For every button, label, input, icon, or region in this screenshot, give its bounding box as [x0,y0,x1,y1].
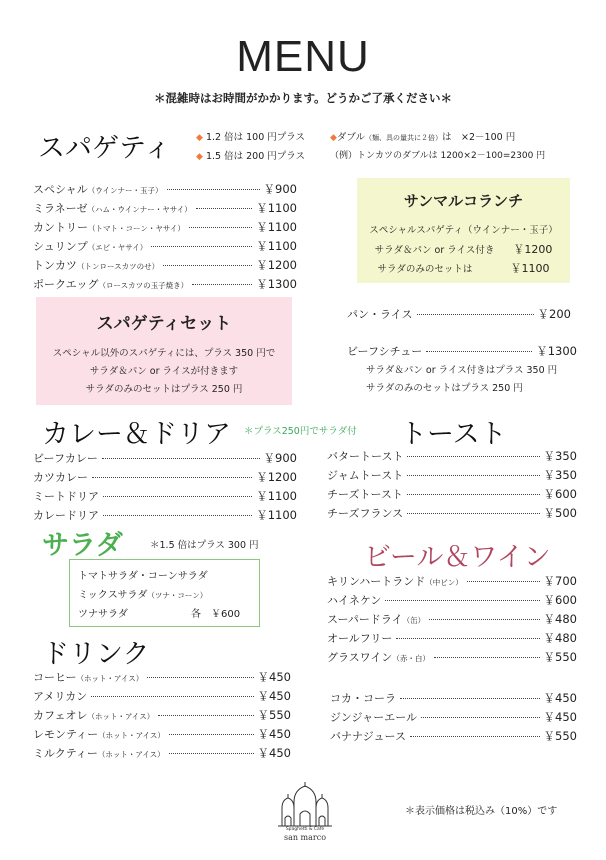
list-item: ジンジャーエール ￥450 [330,710,577,724]
list-item: キリンハートランド （中ビン） ￥700 [327,574,577,588]
lunch-heading: サンマルコランチ [403,192,524,210]
list-item: ミートドリア ￥1100 [33,489,297,503]
toast-heading: トースト [400,419,507,450]
sides-list [347,306,571,322]
spaghetti-heading: スパゲティ [38,133,171,164]
salad-line-3: ツナサラダ 各 ￥600 [78,609,241,620]
logo-name: san marco [283,833,327,842]
toast-list [327,448,577,524]
lunch-box [357,178,570,283]
salad-note: ＊1.5 倍はプラス 300 円 [150,540,259,551]
list-item: カフェオレ （ホット・アイス） ￥550 [33,708,291,722]
list-item: カレードリア ￥1100 [33,508,297,522]
list-item: カツカレー ￥1200 [33,470,297,484]
curry-heading: カレー＆ドリア [42,419,231,450]
lunch-line-2: サラダ＆パン or ライス付き ￥1200 [374,243,553,256]
list-item: チーズフランス ￥500 [327,506,577,520]
list-item: カントリー （トマト・コーン・ヤサイ） ￥1100 [33,220,297,234]
list-item: コーヒー （ホット・アイス） ￥450 [33,670,291,684]
logo-small-text: Spaghetti & Café [285,827,325,832]
set-line-1: スペシャル以外のスパゲティには、プラス 350 円で [52,348,276,359]
page-subtitle: ＊混雑時はお時間がかかります。どうかご了承ください＊ [153,91,453,105]
list-item: アメリカン ￥450 [33,689,291,703]
list-item: スーパードライ （缶） ￥480 [327,612,577,626]
diamond-icon: ◆ [196,133,203,143]
list-item: オールフリー ￥480 [327,631,577,645]
lunch-line-1: スペシャルスパゲティ（ウインナー・玉子） [369,225,558,236]
list-item: ビーフカレー ￥900 [33,451,297,465]
san-marco-logo [270,782,340,844]
lunch-line-3: サラダのみのセットは ￥1100 [377,262,550,275]
set-heading: スパゲティセット [96,314,232,334]
list-item: スペシャル （ウインナー・玉子） ￥900 [33,182,297,196]
list-item: バナナジュース ￥550 [330,729,577,743]
page-title: MENU [236,32,370,81]
curry-list [33,450,297,526]
list-item: ミラネーゼ （ハム・ウインナー・ヤサイ） ￥1100 [33,201,297,215]
spaghetti-note-4: （例）トンカツのダブルは 1200×2－100=2300 円 [330,151,546,161]
list-item: レモンティー （ホット・アイス） ￥450 [33,727,291,741]
beer-heading: ビール＆ワイン [364,542,551,573]
list-item: バタートースト ￥350 [327,449,577,463]
list-item: ハイネケン ￥600 [327,593,577,607]
salad-line-1: トマトサラダ・コーンサラダ [78,571,208,582]
set-line-3: サラダのみのセットはプラス 250 円 [85,384,243,395]
list-item: シュリンプ （エビ・ヤサイ） ￥1100 [33,239,297,253]
drink-list [33,669,291,764]
tax-footnote: ＊表示価格は税込み（10%）です [405,806,558,817]
spaghetti-note-3: ◆ダブル（麺、具の量共に２倍）は ×2－100 円 [330,132,516,143]
list-item: ポークエッグ （ロースカツの玉子焼き） ￥1300 [33,277,297,291]
list-item: トンカツ （トンロースカツのせ） ￥1200 [33,258,297,272]
spaghetti-note-1: ◆ 1.2 倍は 100 円プラス [196,132,305,143]
salad-box [69,559,260,627]
diamond-icon: ◆ [330,133,337,143]
list-item: ミルクティー （ホット・アイス） ￥450 [33,746,291,760]
list-item: グラスワイン （赤・白） ￥550 [327,650,577,664]
curry-note: ＊プラス250円でサラダ付 [244,426,357,437]
set-line-2: サラダ＆パン or ライスが付きます [89,366,239,377]
cathedral-icon [270,782,340,828]
drink-heading: ドリンク [42,639,150,670]
list-item: ジャムトースト ￥350 [327,468,577,482]
salad-heading: サラダ [42,530,123,561]
spaghetti-set-box [36,297,292,405]
stew-note-1: サラダ＆パン or ライス付きはプラス 350 円 [366,365,558,376]
list-item: コカ・コーラ ￥450 [330,691,577,705]
salad-line-2: ミックスサラダ（ツナ・コーン） [78,590,208,601]
stew-note-2: サラダのみのセットはプラス 250 円 [366,383,523,394]
list-item: ビーフシチュー ￥1300 [347,344,577,358]
beer-list [327,573,577,668]
list-item: チーズトースト ￥600 [327,487,577,501]
list-item: パン・ライス ￥200 [347,307,571,321]
spaghetti-list [33,181,297,295]
soft-drink-list [330,690,577,747]
spaghetti-note-2: ◆ 1.5 倍は 200 円プラス [196,151,305,162]
stew-row [347,343,577,359]
diamond-icon: ◆ [196,152,203,162]
